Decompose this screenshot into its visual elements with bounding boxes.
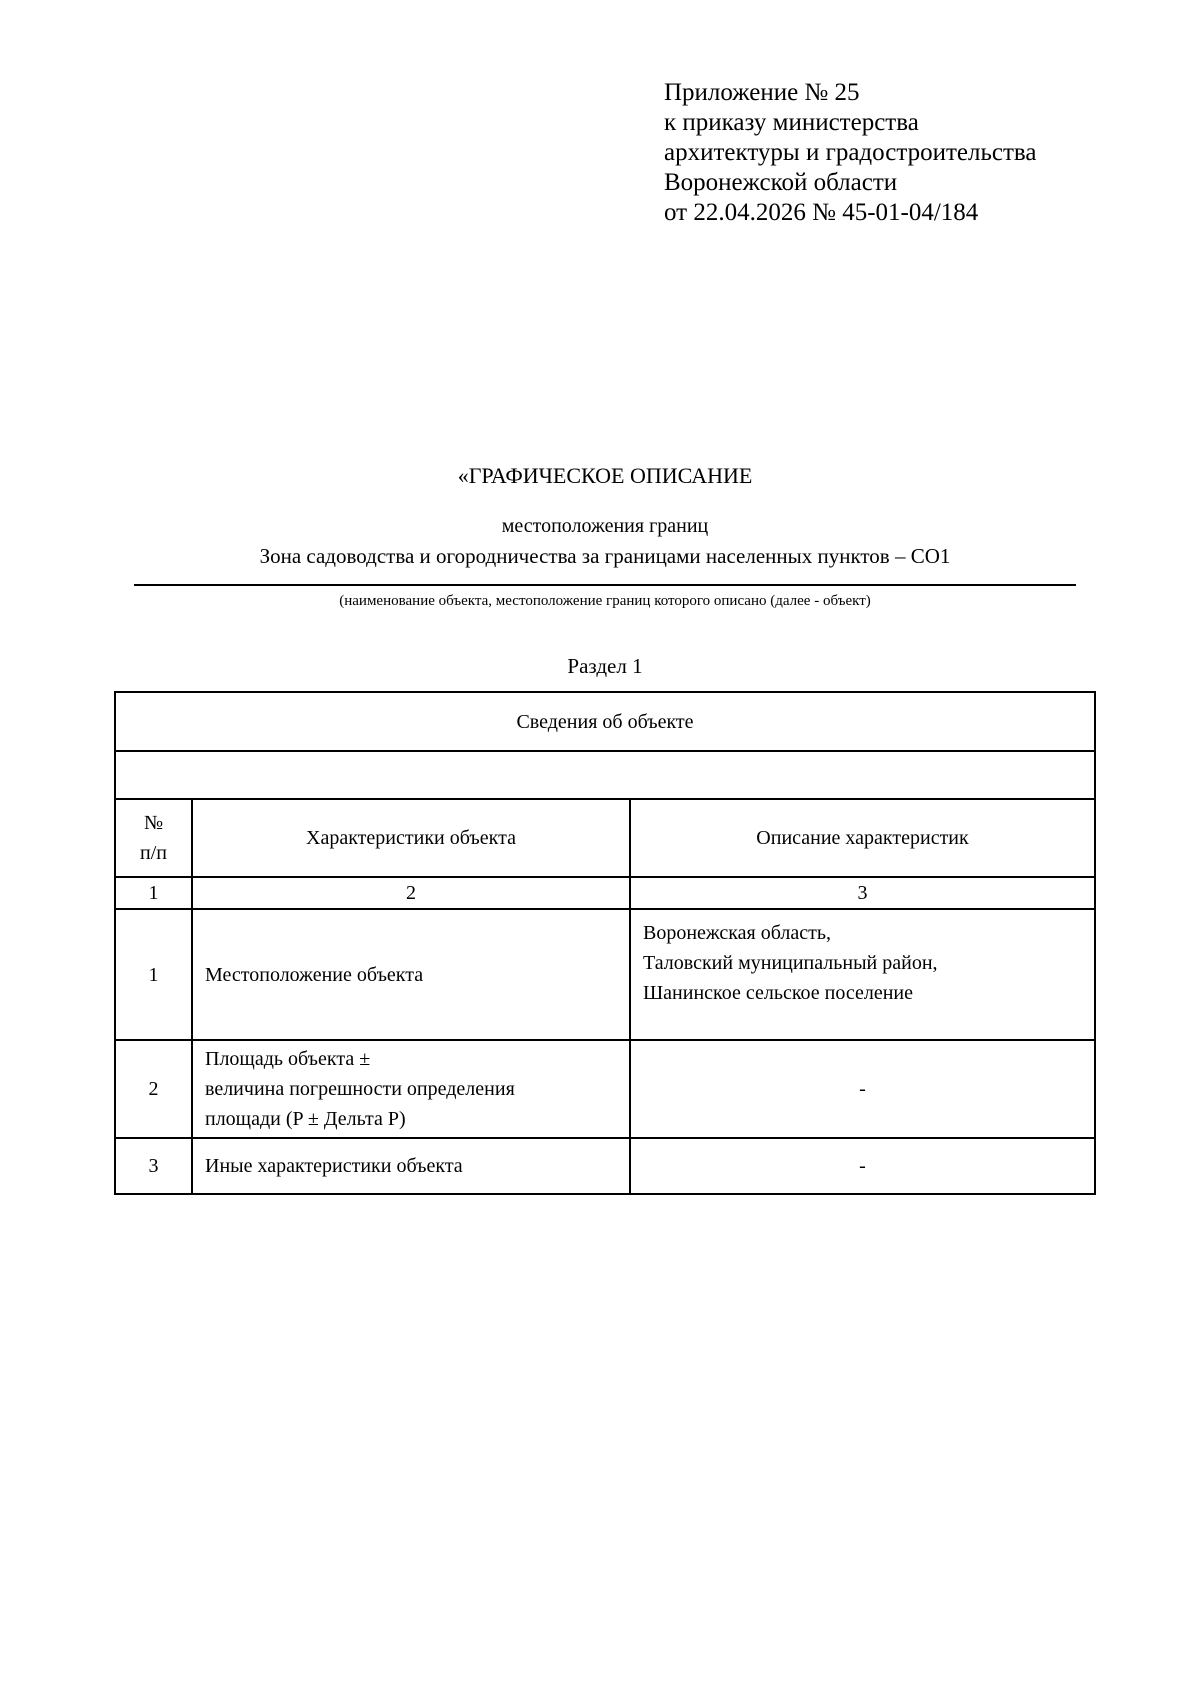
appendix-line: Воронежской области <box>664 169 898 196</box>
header-characteristics: Характеристики объекта <box>192 799 630 877</box>
table-title-row <box>115 692 1095 751</box>
row-number: 1 <box>115 909 192 1040</box>
document-title: «ГРАФИЧЕСКОЕ ОПИСАНИЕ <box>457 463 753 488</box>
appendix-line: архитектуры и градостроительства <box>664 139 1037 166</box>
table-row <box>115 1138 1095 1194</box>
row-characteristic <box>192 1138 630 1194</box>
header-number <box>115 799 192 877</box>
row-number: 3 <box>115 1138 192 1194</box>
section-label: Раздел 1 <box>567 654 643 678</box>
characteristic-line: Площадь объекта ± <box>205 1048 371 1070</box>
appendix-block <box>664 78 1036 228</box>
characteristic-line: величина погрешности определения <box>205 1078 515 1100</box>
column-number: 1 <box>115 877 192 909</box>
object-caption: (наименование объекта, местоположение границ которого описано (далее - объект) <box>339 593 871 609</box>
table-row <box>115 909 1095 1040</box>
appendix-line: Приложение № 25 <box>664 79 860 106</box>
row-description <box>630 909 1095 1040</box>
object-name-underline <box>134 584 1076 586</box>
appendix-line: от 22.04.2026 № 45-01-04/184 <box>664 199 979 226</box>
description-line: Шанинское сельское поселение <box>643 982 913 1004</box>
column-number: 3 <box>630 877 1095 909</box>
table-empty-cell <box>115 751 1095 799</box>
row-description: - <box>630 1138 1095 1194</box>
appendix-line: к приказу министерства <box>664 109 919 136</box>
header-number-line: п/п <box>140 842 167 864</box>
column-number: 2 <box>192 877 630 909</box>
row-number: 2 <box>115 1040 192 1138</box>
table-empty-row <box>115 751 1095 799</box>
row-description: - <box>630 1040 1095 1138</box>
description-line: Таловский муниципальный район, <box>643 952 938 974</box>
table-row <box>115 1040 1095 1138</box>
column-number-row <box>115 877 1095 909</box>
description-line: Воронежская область, <box>643 922 832 944</box>
characteristic-line: Местоположение объекта <box>205 963 424 986</box>
row-characteristic <box>192 909 630 1040</box>
header-description: Описание характеристик <box>630 799 1095 877</box>
object-name: Зона садоводства и огородничества за границами населенных пунктов – СО1 <box>259 544 951 568</box>
document-subtitle: местоположения границ <box>501 515 709 537</box>
characteristic-line: площади (P ± Дельта P) <box>205 1108 406 1130</box>
table-header-row <box>115 799 1095 877</box>
object-info-table <box>114 691 1096 1195</box>
header-number-line: № <box>143 812 164 834</box>
characteristic-line: Иные характеристики объекта <box>205 1155 463 1177</box>
table-title: Сведения об объекте <box>115 692 1095 751</box>
row-characteristic <box>192 1040 630 1138</box>
